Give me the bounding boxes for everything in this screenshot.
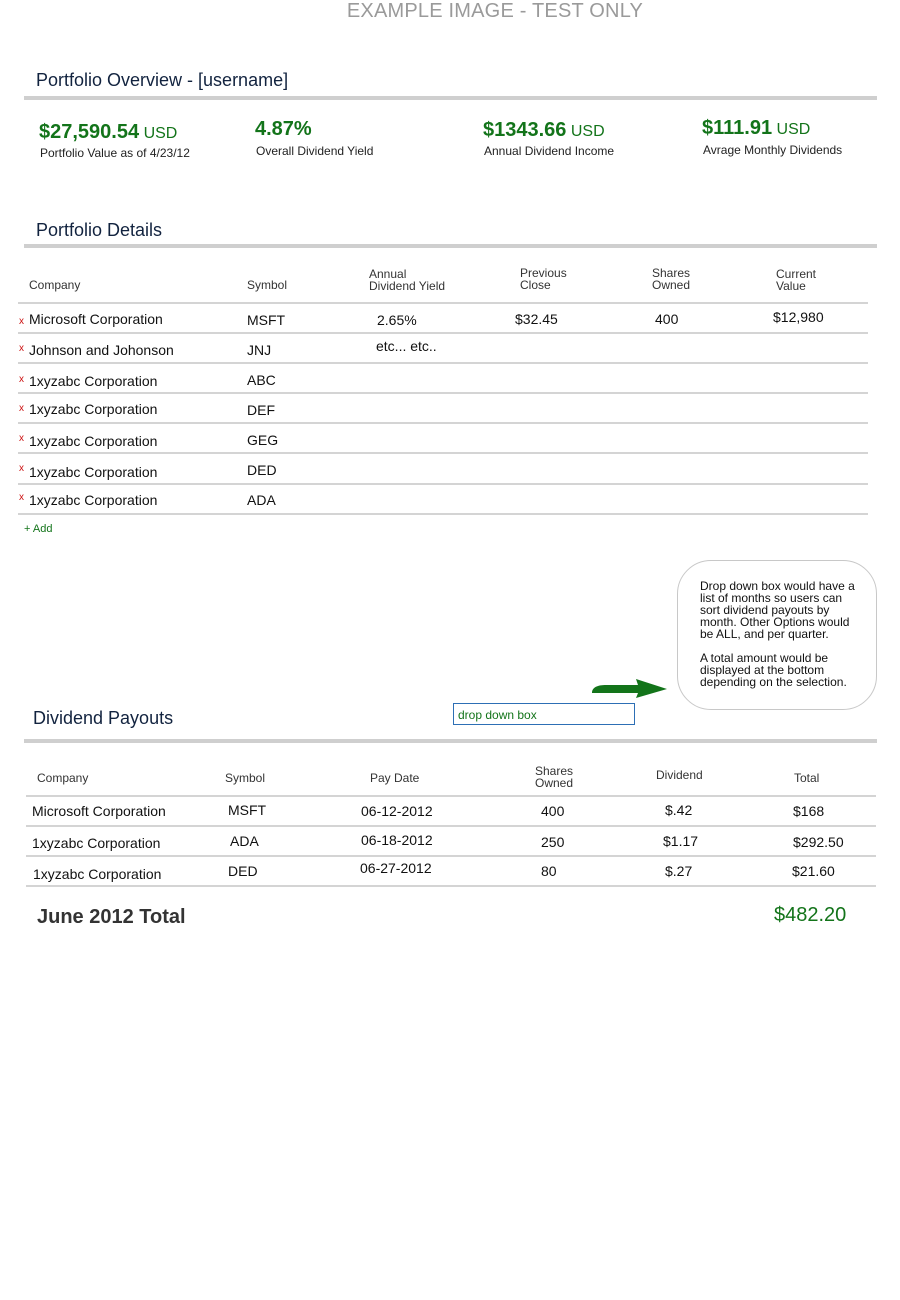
note-paragraph: A total amount would be displayed at the bottom depending on the selection. — [700, 651, 847, 689]
cell-shares: 80 — [541, 863, 557, 879]
cell-total: $168 — [793, 803, 825, 819]
stat-value: $1343.66 — [483, 119, 567, 141]
header-line: Previous — [520, 266, 567, 280]
cell-symbol: ADA — [230, 833, 259, 849]
row-divider — [18, 513, 868, 515]
payouts-total-label: June 2012 Total — [37, 906, 186, 928]
remove-x-icon[interactable]: x — [19, 343, 24, 354]
cell-dividend: $.27 — [665, 863, 693, 879]
header-line: Annual — [369, 267, 407, 281]
cell-company: Johnson and Johonson — [29, 342, 174, 358]
col-header-total: Total — [794, 771, 820, 785]
note-paragraph: Drop down box would have a list of months so users can sort dividend payouts by month. Other Options would be ALL, and per quarter. — [700, 579, 855, 641]
col-header-yield — [369, 268, 445, 292]
stat-value: $111.91 — [702, 117, 773, 139]
stat-value: 4.87% — [255, 118, 312, 140]
cell-company: 1xyzabc Corporation — [29, 401, 158, 417]
table-row[interactable] — [18, 364, 868, 394]
payouts-divider — [24, 739, 877, 743]
stat-monthly-dividends — [702, 117, 810, 140]
header-line: Owned — [535, 776, 574, 790]
table-row[interactable] — [18, 334, 868, 364]
cell-symbol: DEF — [247, 402, 275, 418]
remove-x-icon[interactable]: x — [19, 316, 24, 327]
cell-symbol: ADA — [247, 492, 276, 508]
stat-label: Annual Dividend Income — [484, 144, 615, 158]
table-row[interactable] — [26, 827, 876, 855]
header-line: Shares — [652, 266, 691, 280]
cell-company: 1xyzabc Corporation — [33, 866, 162, 882]
remove-x-icon[interactable]: x — [19, 463, 24, 474]
payouts-title: Dividend Payouts — [33, 708, 174, 728]
col-header-close — [520, 267, 567, 291]
cell-shares: 400 — [655, 311, 679, 327]
add-button[interactable]: + Add — [24, 523, 53, 535]
details-title: Portfolio Details — [36, 220, 163, 240]
stat-portfolio-value — [39, 121, 177, 144]
cell-yield: 2.65% — [377, 312, 417, 328]
overview-title: Portfolio Overview - [username] — [36, 70, 289, 90]
col-header-symbol: Symbol — [247, 278, 288, 292]
row-divider — [26, 885, 876, 887]
stat-value: $27,590.54 — [39, 121, 140, 143]
cell-symbol: JNJ — [247, 342, 272, 358]
cell-symbol: MSFT — [228, 802, 267, 818]
table-row[interactable] — [18, 424, 868, 454]
arrow-right-icon — [588, 676, 670, 702]
cell-yield: etc... etc.. — [376, 338, 437, 354]
cell-symbol: ABC — [247, 372, 276, 388]
col-header-company: Company — [29, 278, 81, 292]
annotation-note — [677, 560, 877, 710]
col-header-dividend: Dividend — [656, 768, 703, 782]
cell-value: $12,980 — [773, 309, 824, 325]
header-line: Current — [776, 267, 817, 281]
cell-close: $32.45 — [515, 311, 558, 327]
cell-paydate: 06-27-2012 — [360, 860, 432, 876]
cell-symbol: DED — [228, 863, 258, 879]
table-row[interactable] — [18, 485, 868, 515]
header-line: Value — [776, 279, 806, 293]
overview-divider — [24, 96, 877, 100]
cell-shares: 400 — [541, 803, 565, 819]
stat-dividend-yield — [255, 118, 312, 141]
col-header-company: Company — [37, 771, 89, 785]
watermark: EXAMPLE IMAGE - TEST ONLY — [346, 0, 644, 22]
stat-label: Avrage Monthly Dividends — [703, 143, 843, 157]
header-line: Shares — [535, 764, 574, 778]
cell-company: Microsoft Corporation — [32, 803, 166, 819]
details-divider — [24, 244, 877, 248]
stat-unit: USD — [570, 123, 605, 140]
remove-x-icon[interactable]: x — [19, 403, 24, 414]
col-header-shares — [535, 765, 573, 789]
col-header-symbol: Symbol — [225, 771, 266, 785]
cell-company: Microsoft Corporation — [29, 311, 163, 327]
cell-company: 1xyzabc Corporation — [32, 835, 161, 851]
col-header-paydate: Pay Date — [370, 771, 420, 785]
cell-symbol: GEG — [247, 432, 279, 448]
month-dropdown[interactable]: drop down box — [453, 703, 635, 725]
cell-total: $21.60 — [792, 863, 835, 879]
remove-x-icon[interactable]: x — [19, 374, 24, 385]
cell-symbol: DED — [247, 462, 277, 478]
table-row[interactable] — [18, 304, 868, 334]
cell-company: 1xyzabc Corporation — [29, 492, 158, 508]
header-line: Owned — [652, 278, 691, 292]
stat-label: Overall Dividend Yield — [256, 144, 374, 158]
cell-shares: 250 — [541, 834, 565, 850]
cell-company: 1xyzabc Corporation — [29, 433, 158, 449]
cell-paydate: 06-18-2012 — [361, 832, 433, 848]
header-line: Dividend Yield — [369, 279, 446, 293]
col-header-value — [776, 268, 816, 292]
stat-label: Portfolio Value as of 4/23/12 — [40, 146, 190, 160]
remove-x-icon[interactable]: x — [19, 433, 24, 444]
cell-company: 1xyzabc Corporation — [29, 373, 158, 389]
cell-dividend: $.42 — [665, 802, 693, 818]
stat-unit: USD — [143, 125, 178, 142]
cell-total: $292.50 — [793, 834, 844, 850]
table-row[interactable] — [18, 454, 868, 484]
cell-paydate: 06-12-2012 — [361, 803, 433, 819]
table-row[interactable] — [26, 797, 876, 825]
table-row[interactable] — [18, 394, 868, 424]
header-line: Close — [520, 278, 551, 292]
cell-company: 1xyzabc Corporation — [29, 464, 158, 480]
stat-unit: USD — [776, 121, 811, 138]
stat-annual-income — [483, 119, 605, 142]
cell-dividend: $1.17 — [663, 833, 699, 849]
table-row[interactable] — [26, 857, 876, 885]
col-header-shares — [652, 267, 690, 291]
cell-symbol: MSFT — [247, 312, 286, 328]
remove-x-icon[interactable]: x — [19, 492, 24, 503]
payouts-total-value: $482.20 — [774, 904, 847, 926]
